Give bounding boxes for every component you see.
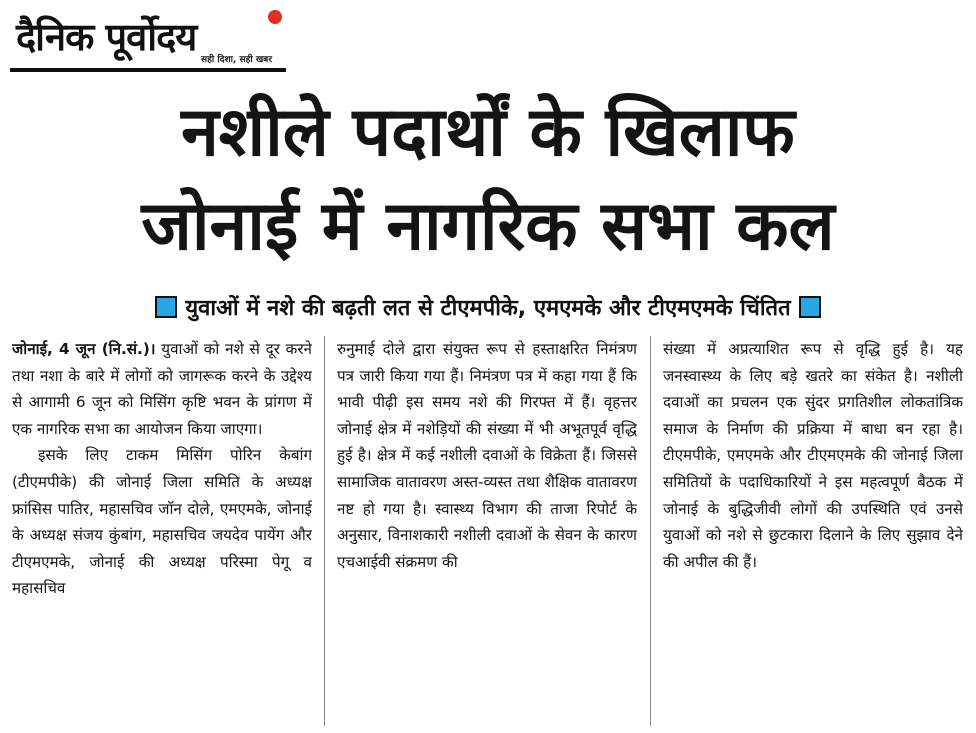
article-paragraph-1 xyxy=(12,336,312,442)
masthead-dot-icon xyxy=(268,10,282,24)
subheadline-text: युवाओं में नशे की बढ़ती लत से टीएमपीके, एमएमके और टीएमएमके चिंतित xyxy=(185,296,791,321)
square-bullet-icon xyxy=(155,296,177,318)
subheadline xyxy=(0,290,976,324)
article-paragraph-1-text: युवाओं को नशे से दूर करने तथा नशा के बारे में लोगों को जागरूक करने के उद्देश्य से आगामी 6 जून को मिसिंग कृष्टि भवन के प्रांगण में एक नागरिक सभा का आयोजन किया जाएगा। xyxy=(12,340,312,438)
article-column-3 xyxy=(663,336,963,728)
column-divider xyxy=(650,336,651,726)
column-divider xyxy=(324,336,325,726)
square-bullet-icon xyxy=(799,296,821,318)
masthead-logo xyxy=(10,6,286,72)
article-column-2-text: रुनुमाई दोले द्वारा संयुक्त रूप से हस्ताक्षरित निमंत्रण पत्र जारी किया गया हैं। निमंत्रण पत्र में कहा गया हैं कि भावी पीढ़ी इस समय नशे की गिरफ्त में हैं। वृहत्तर जोनाई क्षेत्र में नशेड़ियों की संख्या में भी अभूतपूर्व वृद्धि हुई है। क्षेत्र में कई नशीली दवाओं के विक्रेता हैं। जिससे सामाजिक वातावरण अस्त-व्यस्त तथा शैक्षिक वातावरण नष्ट हो गया है। स्वास्थ्य विभाग की ताजा रिपोर्ट के अनुसार, विनाशकारी नशीली दवाओं के सेवन के कारण एचआईवी संक्रमण की xyxy=(337,340,637,571)
headline-line-2: जोनाई में नागरिक सभा कल xyxy=(141,187,835,266)
article-paragraph-2: इसके लिए टाकम मिसिंग पोरिन केबांग (टीएमपीके) की जोनाई जिला समिति के अध्यक्ष फ्रांसिस पातिर, महासचिव जॉन दोले, एमएमके, जोनाई के अध्यक्ष संजय कुंबांग, महासचिव जयदेव पायेंग और टीएमएमके, जोनाई की अध्यक्ष परिस्मा पेगू व महासचिव xyxy=(12,446,312,598)
article-column-1 xyxy=(12,336,312,728)
masthead-title: दैनिक पूर्वोदय xyxy=(16,15,197,59)
masthead-tagline: सही दिशा, सही खबर xyxy=(201,55,272,65)
dateline: जोनाई, 4 जून (नि.सं.)। xyxy=(12,340,156,358)
article-column-3-text: संख्या में अप्रत्याशित रूप से वृद्धि हुई है। यह जनस्वास्थ्य के लिए बड़े खतरे का संकेत है। नशीली दवाओं का प्रचलन एक सुंदर प्रगतिशील लोकतांत्रिक समाज के निर्माण की प्रक्रिया में बाधा बन रहा है। टीएमपीके, एमएमके और टीएमएमके की जोनाई जिला समितियों के पदाधिकारियों ने इस महत्वपूर्ण बैठक में जोनाई के बुद्धिजीवी लोगों की उपस्थिति एवं उनसे युवाओं को नशे से छुटकारा दिलाने के लिए सुझाव देने की अपील की हैं। xyxy=(663,340,963,571)
masthead-rule xyxy=(10,68,286,72)
headline-line-1: नशीले पदार्थों के खिलाफ xyxy=(181,93,795,172)
article-column-2 xyxy=(337,336,637,728)
